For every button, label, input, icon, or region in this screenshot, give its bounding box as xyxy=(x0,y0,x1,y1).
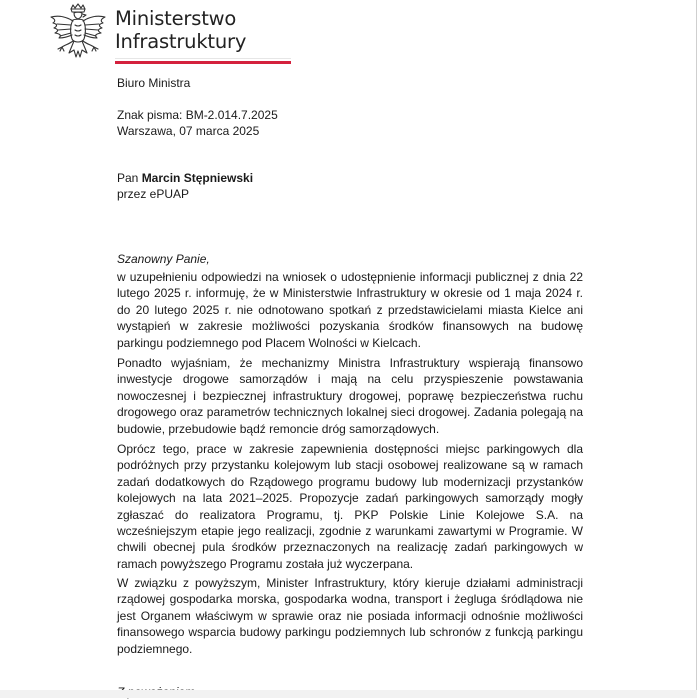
reference-number: Znak pisma: BM-2.014.7.2025 xyxy=(117,108,278,122)
body-paragraph-4: W związku z powyższym, Minister Infrastruktury, który kieruje działami administracji rządowej gospodarka morska, gospodarka wodna, transport i żegluga śródlądowa nie jest Organem właściwym w sprawie oraz nie posiada informacji odnośnie możliwości finansowego wsparcia budowy parkingu podziemnych lub schronów z funkcją parkingu podziemnego. xyxy=(117,576,583,656)
letterhead xyxy=(47,3,247,67)
place-date: Warszawa, 07 marca 2025 xyxy=(117,124,260,138)
flag-stripe-red xyxy=(115,61,291,64)
ministry-name-line1: Ministerstwo xyxy=(115,7,237,30)
recipient xyxy=(117,170,253,186)
ministry-name xyxy=(115,7,246,53)
flag-stripe xyxy=(115,58,291,63)
sender-office: Biuro Ministra xyxy=(117,76,191,90)
recipient-name: Marcin Stępniewski xyxy=(141,171,254,185)
body-paragraph-1: w uzupełnieniu odpowiedzi na wniosek o udostępnienie informacji publicznej z dnia 22 lutego 2025 r. informuję, że w Ministerstwie Infrastruktury w okresie od 1 maja 2024 r. do 20 lutego 2025 r. nie odnotowano spotkań z przedstawicielami miasta Kielce ani wystąpień w zakresie możliwości pozyskania środków finansowych na budowę parkingu podziemnego pod Placem Wolności w Kielcach. xyxy=(117,270,583,350)
salutation: Szanowny Panie, xyxy=(117,252,210,266)
recipient-prefix: Pan xyxy=(117,171,142,185)
ministry-name-line2: Infrastruktury xyxy=(115,30,247,53)
body-paragraph-3: Oprócz tego, prace w zakresie zapewnienia dostępności miejsc parkingowych dla podróżnych przy przystanku kolejowym lub stacji osobowej realizowane są w ramach zadań dodatkowych do Rządowego programu budowy lub modernizacji przystanków kolejowych na lata 2021–2025. Propozycje zadań parkingowych samorządy mogły zgłaszać do realizatora Programu, tj. PKP Polskie Linie Kolejowe S.A. na wcześniejszym etapie jego realizacji, zgodnie z warunkami zawartymi w Programie. W chwili obecnej pula środków przeznaczonych na realizację zadań parkingowych w ramach powyższego Programu została już wyczerpana. xyxy=(117,442,583,571)
page-bottom-edge xyxy=(0,690,697,698)
polish-eagle-emblem-icon xyxy=(47,3,109,67)
body-paragraph-2: Ponadto wyjaśniam, że mechanizmy Ministra Infrastruktury wspierają finansowo inwestycje drogowe samorządów i mają na celu przyspieszenie powstawania nowoczesnej i bezpiecznej infrastruktury drogowej, poprawę bezpieczeństwa ruchu drogowego oraz parametrów technicznych lokalnej sieci drogowej. Zadania polegają na budowie, przebudowie bądź remoncie dróg samorządowych. xyxy=(117,356,583,436)
delivery-channel: przez ePUAP xyxy=(117,187,190,201)
